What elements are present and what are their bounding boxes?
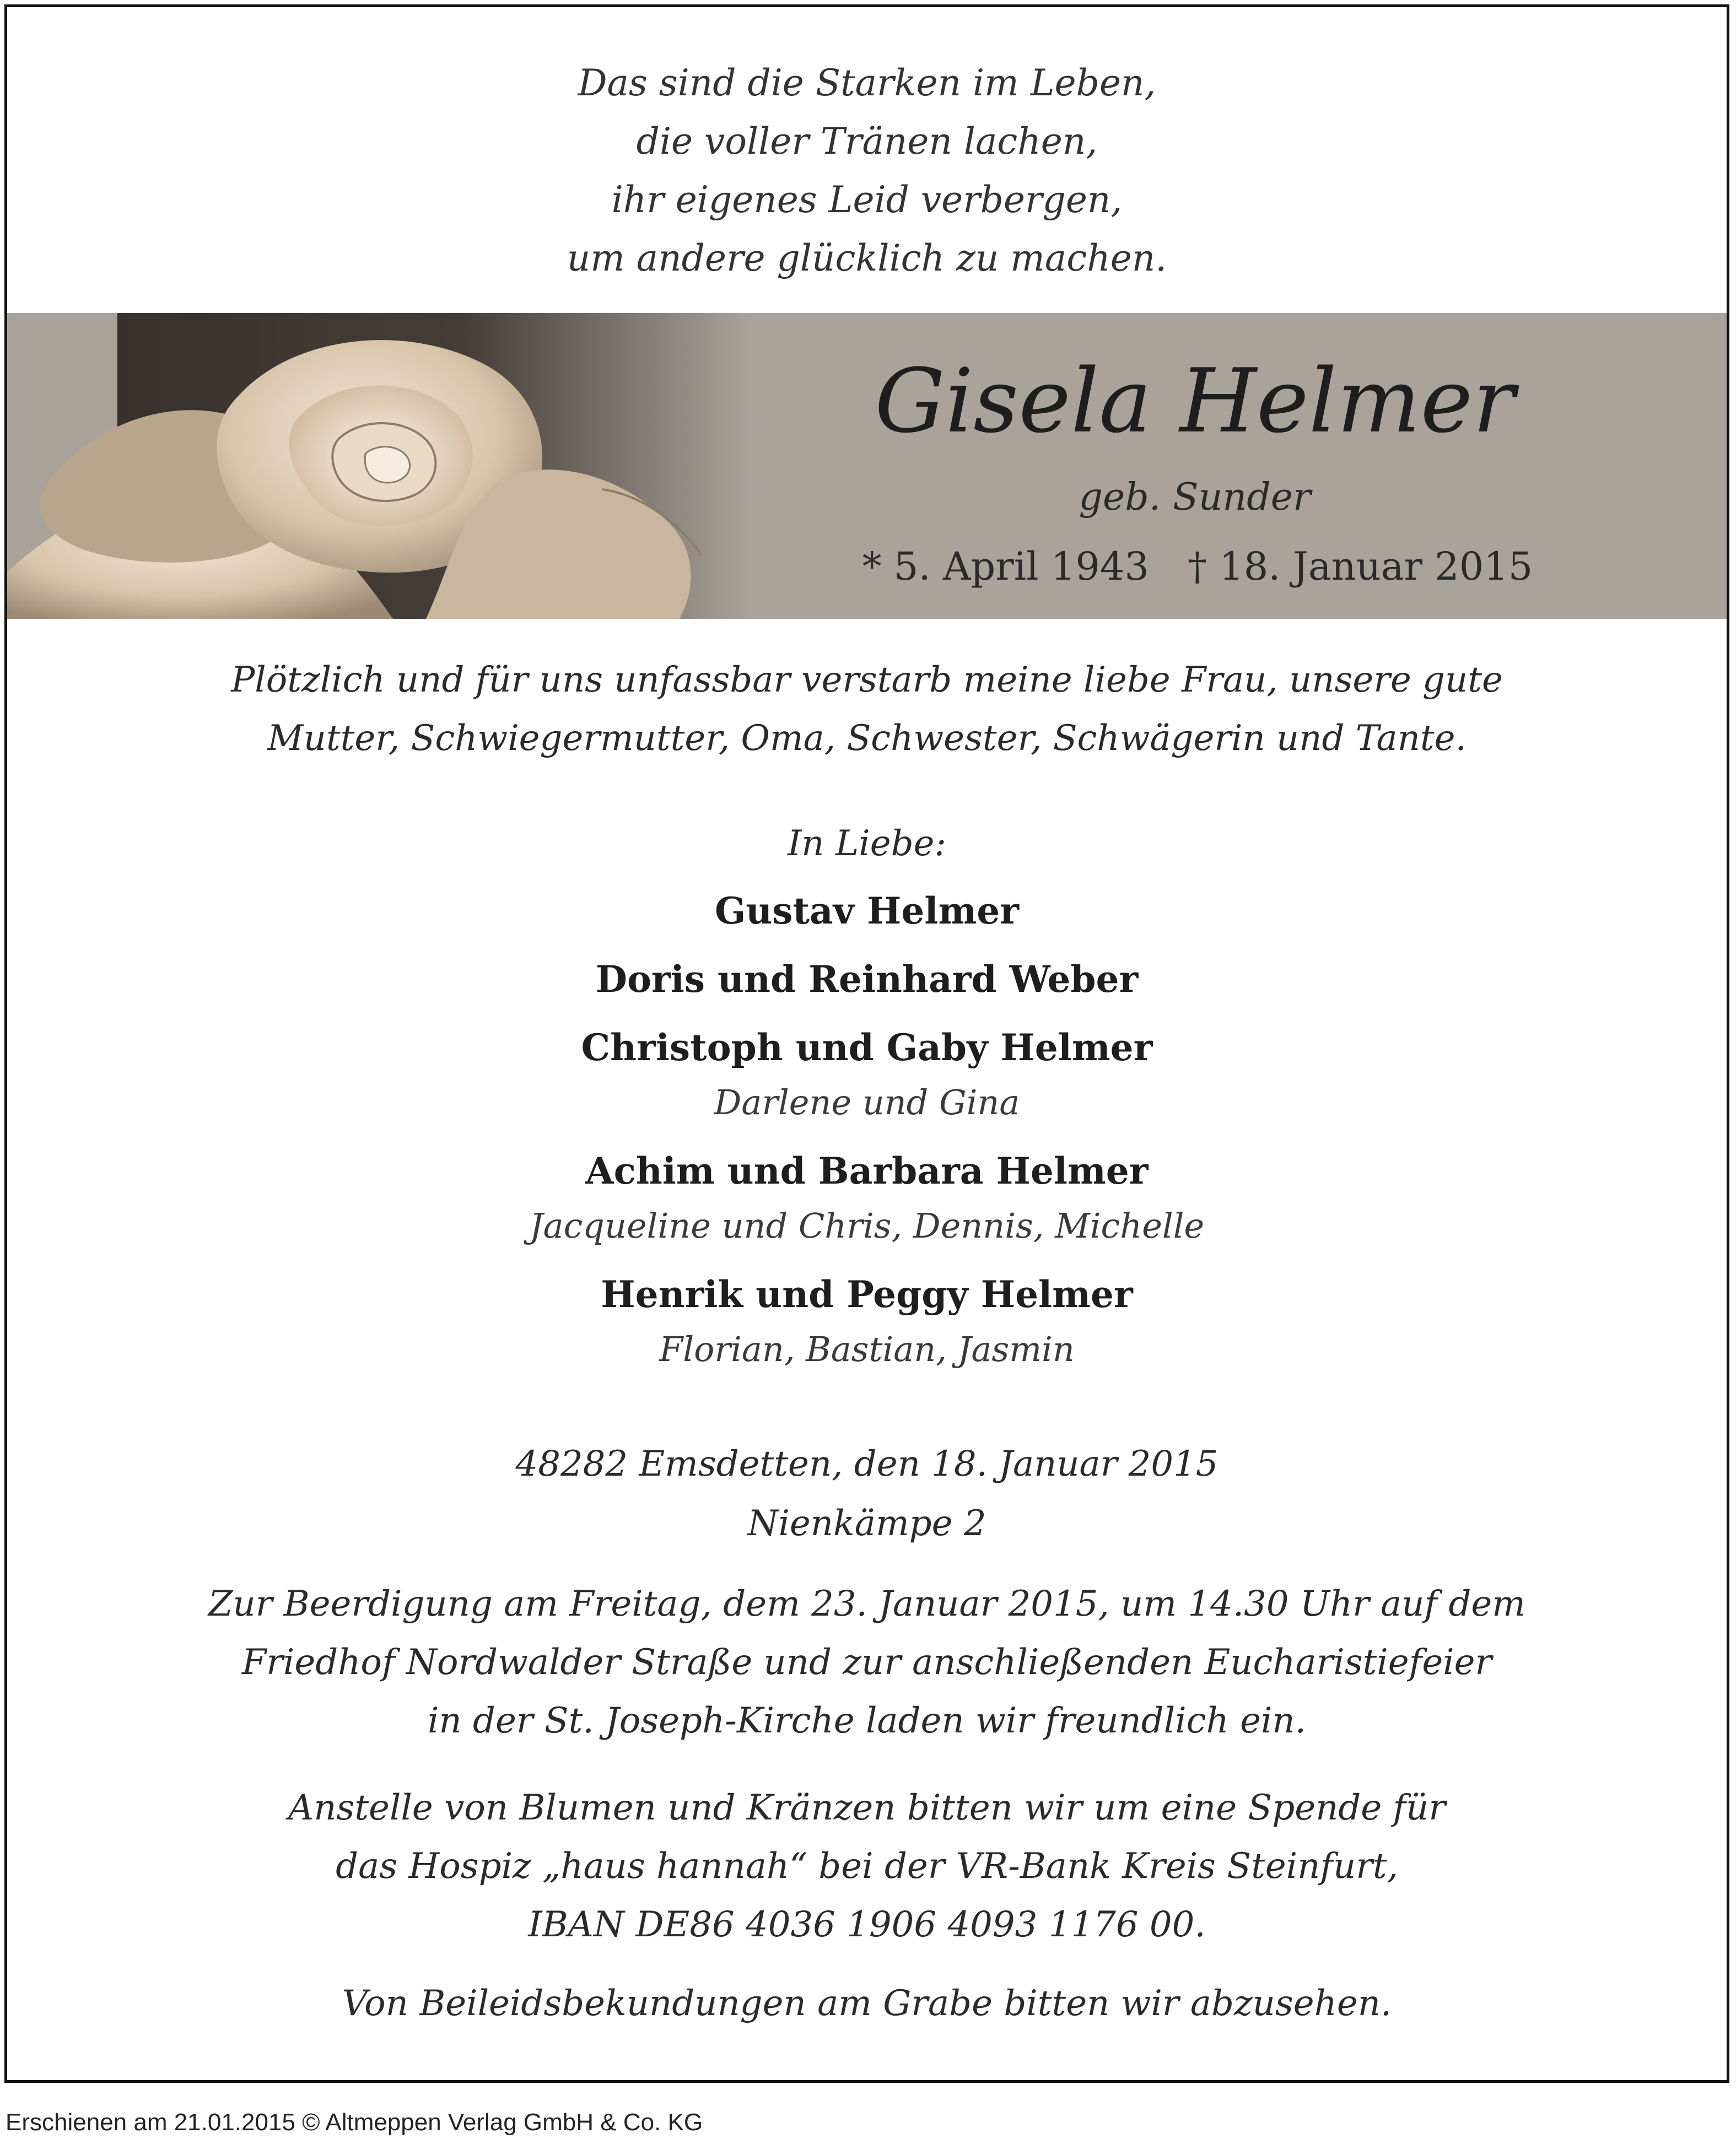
donation-line: IBAN DE86 4036 1906 4093 1176 00.: [528, 1904, 1206, 1945]
funeral-info: [7, 1575, 1727, 1750]
condolences-note: Von Beileidsbekundungen am Grabe bitten wir abzusehen.: [342, 1983, 1392, 2024]
mourner-children: Darlene und Gina: [714, 1082, 1020, 1122]
mourner-children: Jacqueline und Chris, Dennis, Michelle: [529, 1206, 1205, 1246]
funeral-line: in der St. Joseph-Kirche laden wir freundlich ein.: [428, 1700, 1306, 1741]
poem-line: ihr eigenes Leid verbergen,: [611, 179, 1123, 221]
donation-line: das Hospiz „haus hannah“ bei der VR-Bank Kreis Steinfurt,: [336, 1846, 1398, 1887]
life-dates: [790, 542, 1605, 591]
poem-line: die voller Tränen lachen,: [636, 120, 1098, 163]
donation-line: Anstelle von Blumen und Kränzen bitten wir um eine Spende für: [288, 1788, 1446, 1828]
name-banner: [7, 313, 1727, 619]
place-line: 48282 Emsdetten, den 18. Januar 2015: [515, 1444, 1219, 1484]
deceased-name: Gisela Helmer: [875, 349, 1515, 452]
obituary-frame: [4, 4, 1729, 2083]
rose-photo: [7, 313, 751, 619]
intro-line: Plötzlich und für uns unfassbar verstarb meine liebe Frau, unsere gute: [231, 660, 1503, 700]
mourner-name: Gustav Helmer: [714, 889, 1020, 932]
mourner-name: Achim und Barbara Helmer: [585, 1149, 1149, 1192]
mourner-name: Christoph und Gaby Helmer: [581, 1026, 1153, 1069]
funeral-line: Friedhof Nordwalder Straße und zur anschließenden Eucharistiefeier: [241, 1642, 1492, 1683]
poem-line: Das sind die Starken im Leben,: [578, 62, 1156, 104]
mourner-children: Florian, Bastian, Jasmin: [659, 1329, 1075, 1369]
mourners-heading: In Liebe:: [787, 823, 947, 864]
donation-info: [7, 1779, 1727, 1954]
address-line: Nienkämpe 2: [747, 1503, 986, 1544]
publication-footer: Erschienen am 21.01.2015 © Altmeppen Verlag GmbH & Co. KG: [6, 2109, 703, 2136]
mourner-name: Doris und Reinhard Weber: [595, 958, 1139, 1001]
intro-text: [7, 651, 1727, 768]
funeral-line: Zur Beerdigung am Freitag, dem 23. Januar 2015, um 14.30 Uhr auf dem: [208, 1584, 1525, 1624]
mourners-list: [7, 883, 1727, 1377]
poem: [7, 54, 1727, 288]
place-date: [7, 1434, 1727, 1553]
death-date: † 18. Januar 2015: [1187, 544, 1533, 589]
mourner-name: Henrik und Peggy Helmer: [601, 1273, 1133, 1316]
intro-line: Mutter, Schwiegermutter, Oma, Schwester, Schwägerin und Tante.: [267, 718, 1467, 759]
poem-line: um andere glücklich zu machen.: [567, 237, 1167, 279]
maiden-name: geb. Sunder: [1079, 476, 1311, 519]
birth-date: * 5. April 1943: [862, 544, 1149, 589]
